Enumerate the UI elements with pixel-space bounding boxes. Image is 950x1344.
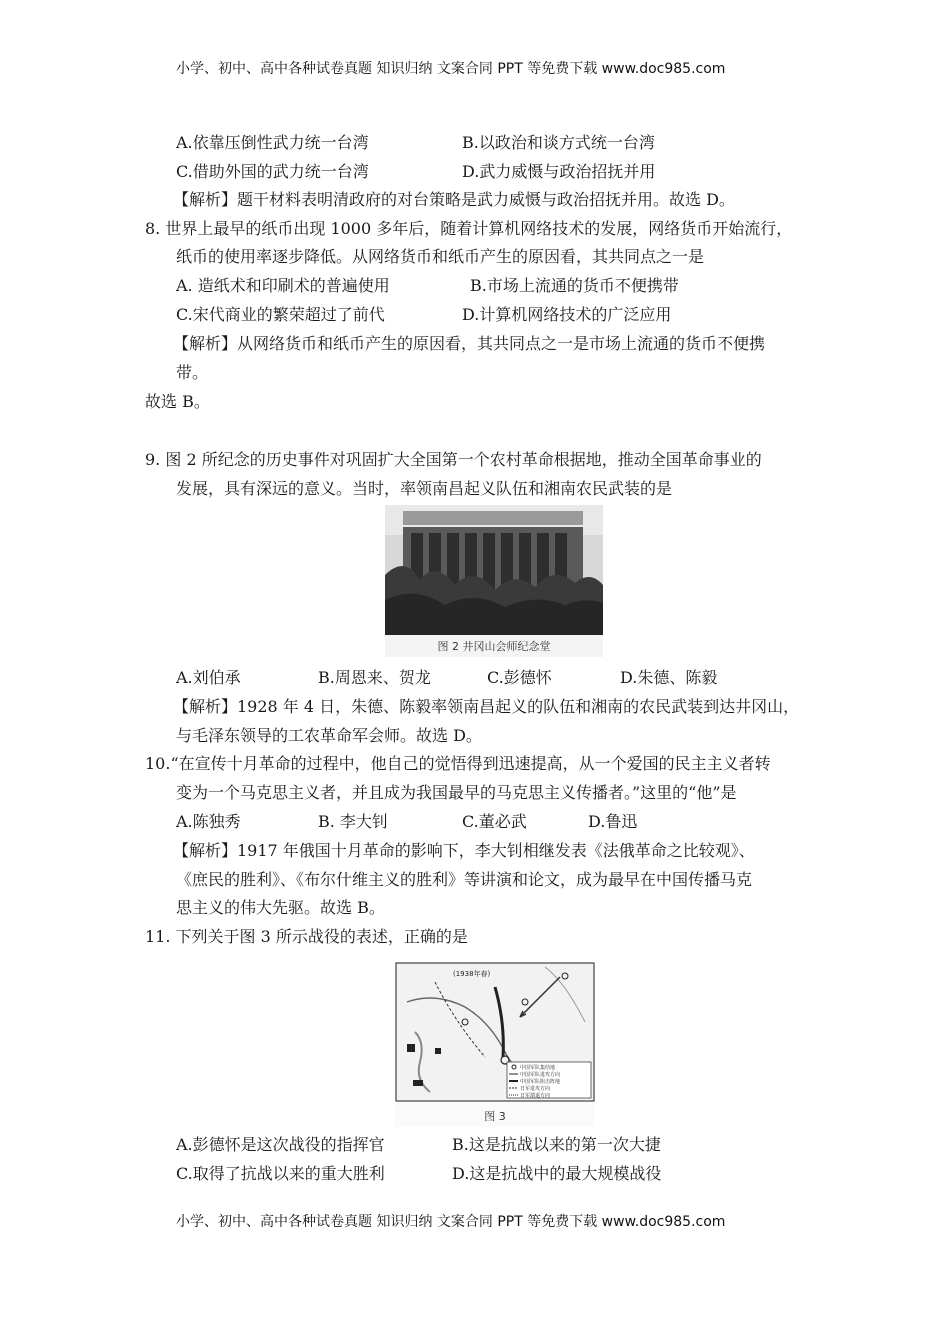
q9-analysis-line1: 【解析】1928 年 4 日，朱德、陈毅率领南昌起义的队伍和湘南的农民武装到达井冈山， <box>173 697 800 716</box>
legend-item-1: 中国军队进攻方向 <box>520 1072 561 1078</box>
q10-option-d: D.鲁迅 <box>588 812 638 831</box>
q11-stem: 11. 下列关于图 3 所示战役的表述，正确的是 <box>145 927 468 946</box>
q10-stem-line1: 10.“在宣传十月革命的过程中，他自己的觉悟得到迅速提高，从一个爱国的民主主义者转 <box>145 754 771 773</box>
q11-option-b: B.这是抗战以来的第一次大捷 <box>452 1135 661 1154</box>
q10-option-c: C.董必武 <box>462 812 527 831</box>
q7-option-c: C.借助外国的武力统一台湾 <box>176 162 369 181</box>
q10-analysis-line3: 思主义的伟大先驱。故选 B。 <box>176 898 385 917</box>
q8-option-b: B.市场上流通的货币不便携带 <box>470 276 679 295</box>
q8-answer: 故选 B。 <box>145 392 210 411</box>
q8-option-d: D.计算机网络技术的广泛应用 <box>462 305 672 324</box>
q7-analysis: 【解析】题干材料表明清政府的对台策略是武力威慑与政治招抚并用。故选 D。 <box>173 190 735 209</box>
battle-map <box>395 962 595 1102</box>
figure-3-battle-map <box>395 962 595 1127</box>
legend-item-4: 日军溃退方向 <box>520 1093 551 1099</box>
q8-analysis-line2: 带。 <box>176 363 209 382</box>
figure-2-caption: 图 2 井冈山会师纪念堂 <box>437 640 551 653</box>
q8-analysis-line1: 【解析】从网络货币和纸币产生的原因看，其共同点之一是市场上流通的货币不便携 <box>173 334 766 353</box>
q7-option-b: B.以政治和谈方式统一台湾 <box>462 133 655 152</box>
legend-item-0: 中国军队集结地 <box>520 1065 556 1071</box>
q8-stem-line1: 8. 世界上最早的纸币出现 1000 多年后，随着计算机网络技术的发展，网络货币开始流行， <box>145 219 793 238</box>
q10-analysis-line1: 【解析】1917 年俄国十月革命的影响下，李大钊相继发表《法俄革命之比较观》、 <box>173 841 755 860</box>
q9-stem-line1: 9. 图 2 所纪念的历史事件对巩固扩大全国第一个农村革命根据地，推动全国革命事业的 <box>145 450 762 469</box>
map-title: (1938年春) <box>453 970 491 978</box>
q10-analysis-line2: 《庶民的胜利》、《布尔什维主义的胜利》等讲演和论文，成为最早在中国传播马克 <box>176 870 753 889</box>
figure-2-memorial-hall <box>385 505 603 657</box>
q9-option-c: C.彭德怀 <box>487 668 552 687</box>
q11-option-c: C.取得了抗战以来的重大胜利 <box>176 1164 385 1183</box>
page-header: 小学、初中、高中各种试卷真题 知识归纳 文案合同 PPT 等免费下载 www.doc985.com <box>176 61 726 77</box>
memorial-hall-photo <box>385 505 603 635</box>
q9-option-a: A.刘伯承 <box>176 668 241 687</box>
q9-stem-line2: 发展，具有深远的意义。当时，率领南昌起义队伍和湘南农民武装的是 <box>176 479 673 498</box>
q11-option-a: A.彭德怀是这次战役的指挥官 <box>176 1135 385 1154</box>
q8-option-a: A. 造纸术和印刷术的普遍使用 <box>176 276 390 295</box>
page-footer: 小学、初中、高中各种试卷真题 知识归纳 文案合同 PPT 等免费下载 www.doc985.com <box>176 1214 726 1230</box>
q11-option-d: D.这是抗战中的最大规模战役 <box>452 1164 662 1183</box>
q7-option-a: A.依靠压倒性武力统一台湾 <box>176 133 369 152</box>
q10-option-a: A.陈独秀 <box>176 812 241 831</box>
q8-stem-line2: 纸币的使用率逐步降低。从网络货币和纸币产生的原因看，其共同点之一是 <box>176 247 705 266</box>
q9-option-b: B.周恩来、贺龙 <box>318 668 431 687</box>
q10-stem-line2: 变为一个马克思主义者，并且成为我国最早的马克思主义传播者。”这里的“他”是 <box>176 783 737 802</box>
figure-3-caption: 图 3 <box>484 1110 506 1123</box>
q9-analysis-line2: 与毛泽东领导的工农革命军会师。故选 D。 <box>176 726 482 745</box>
q7-option-d: D.武力威慑与政治招抚并用 <box>462 162 656 181</box>
q9-option-d: D.朱德、陈毅 <box>620 668 718 687</box>
q8-option-c: C.宋代商业的繁荣超过了前代 <box>176 305 385 324</box>
q10-option-b: B. 李大钊 <box>318 812 388 831</box>
legend-item-2: 中国军队阻击阵地 <box>520 1079 561 1085</box>
legend-item-3: 日军进攻方向 <box>520 1086 551 1092</box>
